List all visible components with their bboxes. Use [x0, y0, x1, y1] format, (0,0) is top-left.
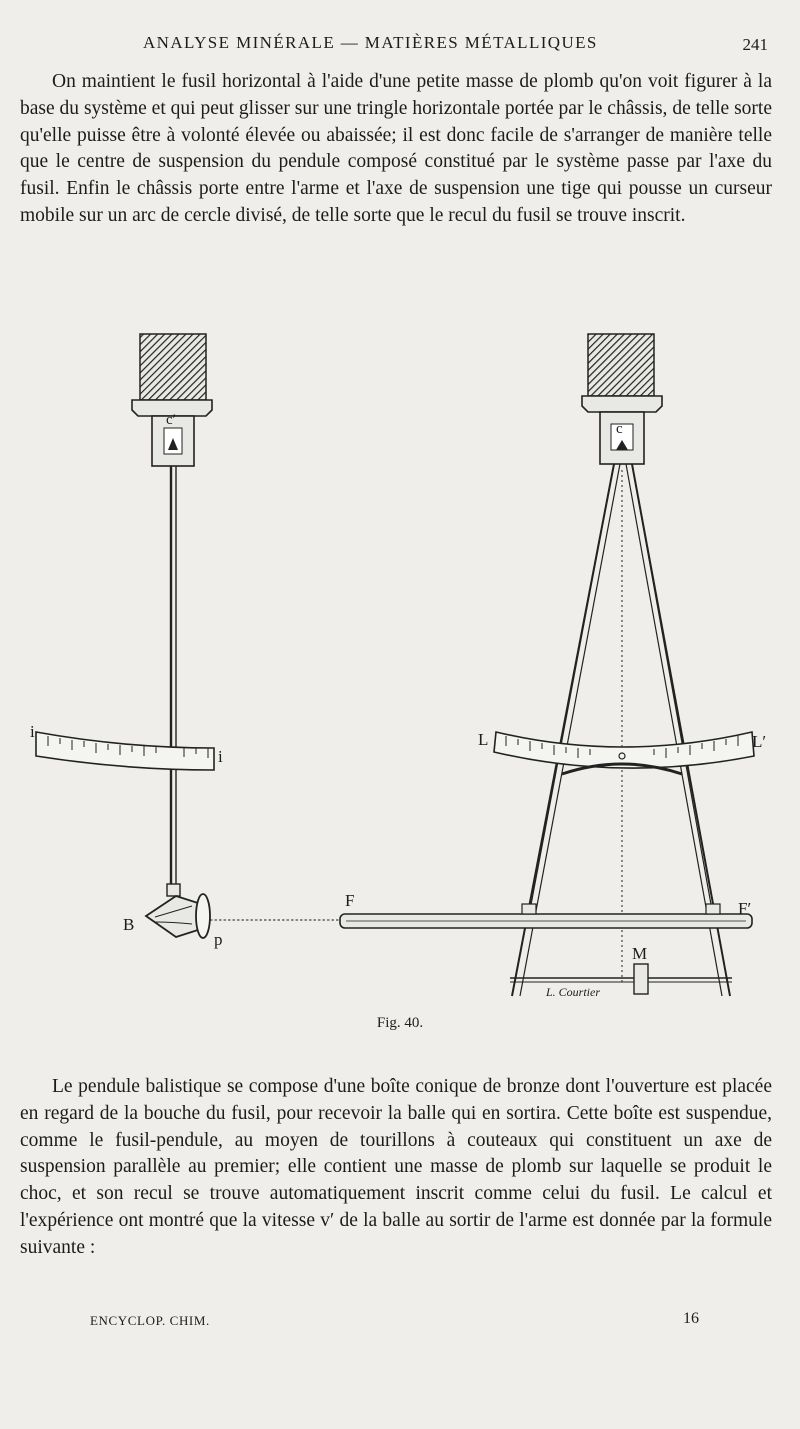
- barrel-clamp-right: [706, 904, 720, 914]
- label-p: p: [214, 930, 223, 949]
- engraver-signature: L. Courtier: [546, 985, 601, 999]
- label-F-prime: F′: [738, 899, 752, 918]
- box-opening: [196, 894, 210, 938]
- bracket-right: [582, 396, 662, 412]
- lead-mass: [634, 964, 648, 994]
- cursor-pivot: [619, 753, 625, 759]
- label-F: F: [345, 891, 355, 910]
- page-number: 241: [742, 35, 768, 54]
- label-M: M: [632, 944, 648, 963]
- label-L-prime: L′: [752, 732, 767, 751]
- label-i-left: i: [30, 722, 35, 741]
- footer-signature: ENCYCLOP. CHIM.: [90, 1313, 210, 1328]
- figure-caption: Fig. 40.: [376, 1015, 424, 1031]
- collar-left: [167, 884, 180, 896]
- suspension-block-right: [588, 334, 654, 396]
- gun-pendulum: [340, 334, 766, 999]
- label-B: B: [123, 915, 135, 934]
- footer-sheet-number: 16: [683, 1310, 699, 1327]
- suspension-block-left: [140, 334, 206, 400]
- page-header: [0, 30, 800, 60]
- barrel-clamp-left: [522, 904, 536, 914]
- running-title: ANALYSE MINÉRALE — MATIÈRES MÉTALLIQUES: [143, 33, 598, 52]
- conical-bronze-box: [146, 896, 198, 937]
- graduated-arc-left: [36, 732, 214, 770]
- pendulum-illustration: [0, 300, 800, 1010]
- label-L: L: [478, 730, 489, 749]
- label-i-right: i: [218, 747, 223, 766]
- paragraph-ballistic-pendulum: Le pendule balistique se compose d'une boîte conique de bronze dont l'ouverture est placée en regard de la bouche du fusil, pour recevoir la balle qui en sortira. Cette boîte est suspendue, comme le fusil-pendule, au moyen de tourillons à couteaux qui constituent un axe de suspension parallèle au premier; elle contient une masse de plomb sur laquelle se produit le choc, et son recul se trouve automatiquement inscrit comme celui du fusil. Le calcul et l'expérience ont montré que la vitesse v′ de la balle au sortir de l'arme est donnée par la formule suivante :: [20, 1076, 772, 1258]
- figure-ballistic-pendulum: [0, 300, 800, 1010]
- paragraph-fusil-pendule: On maintient le fusil horizontal à l'aide d'une petite masse de plomb qu'on voit figurer à la base du système et qui peut glisser sur une tringle horizontale portée par le châssis, de telle sorte qu'elle puisse être à volonté élevée ou abaissée; il est donc facile de s'arranger de manière telle que le centre de suspension du pendule composé constitué par le système passe par l'axe du fusil. Enfin le châssis porte entre l'arme et l'axe de suspension une tige qui pousse un curseur mobile sur un arc de cercle divisé, de telle sorte que le recul du fusil se trouve inscrit.: [20, 71, 772, 226]
- ballistic-pendulum: [30, 334, 223, 949]
- label-c: c: [616, 421, 623, 437]
- label-c-prime: c′: [166, 412, 176, 428]
